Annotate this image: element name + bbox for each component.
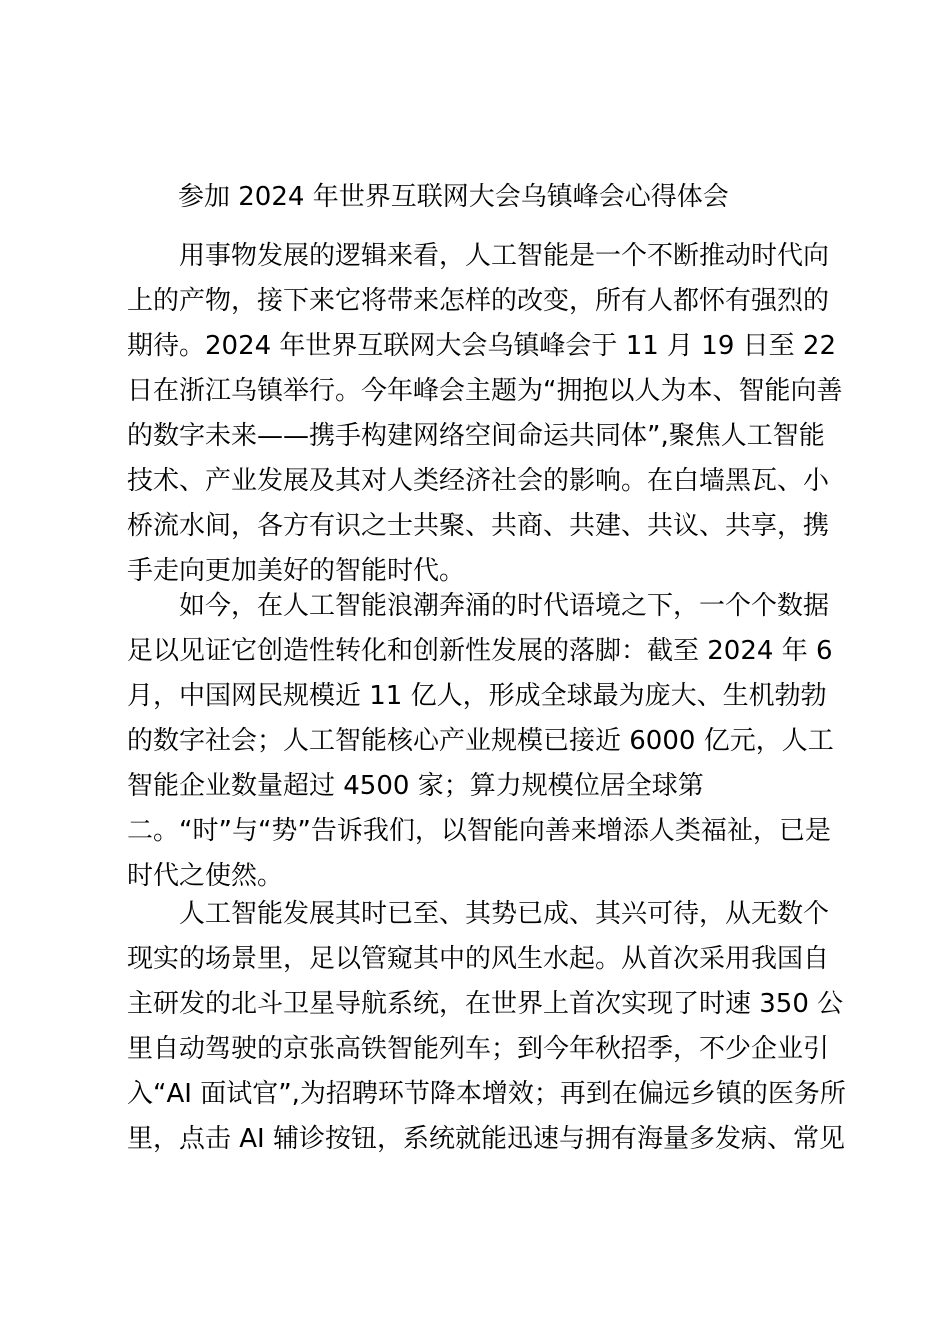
paragraph-2 <box>127 584 837 899</box>
paragraph-line: 二。“时”与“势”告诉我们，以智能向善来增添人类福祉，已是 <box>127 816 831 846</box>
paragraph-3 <box>127 892 846 1162</box>
paragraph-line: 现实的场景里，足以管窥其中的风生水起。从首次采用我国自 <box>127 944 830 974</box>
document-title: 参加 2024 年世界互联网大会乌镇峰会心得体会 <box>178 182 729 212</box>
paragraph-line: 月，中国网民规模近 11 亿人，形成全球最为庞大、生机勃勃 <box>127 681 827 711</box>
paragraph-line: 里自动驾驶的京张高铁智能列车；到今年秋招季，不少企业引 <box>127 1034 830 1064</box>
paragraph-line: 如今，在人工智能浪潮奔涌的时代语境之下，一个个数据 <box>179 591 830 621</box>
paragraph-line: 时代之使然。 <box>127 861 284 891</box>
paragraph-line: 手走向更加美好的智能时代。 <box>127 556 466 586</box>
paragraph-line: 桥流水间，各方有识之士共聚、共商、共建、共议、共享，携 <box>127 511 830 541</box>
paragraph-line: 技术、产业发展及其对人类经济社会的影响。在白墙黑瓦、小 <box>127 466 830 496</box>
paragraph-line: 期待。2024 年世界互联网大会乌镇峰会于 11 月 19 日至 22 <box>127 331 837 361</box>
paragraph-line: 的数字社会；人工智能核心产业规模已接近 6000 亿元，人工 <box>127 726 834 756</box>
paragraph-1 <box>127 234 843 594</box>
paragraph-line: 足以见证它创造性转化和创新性发展的落脚：截至 2024 年 6 <box>127 636 833 666</box>
paragraph-line: 日在浙江乌镇举行。今年峰会主题为“拥抱以人为本、智能向善 <box>127 376 843 406</box>
paragraph-line: 主研发的北斗卫星导航系统，在世界上首次实现了时速 350 公 <box>127 989 844 1019</box>
paragraph-line: 用事物发展的逻辑来看，人工智能是一个不断推动时代向 <box>179 241 830 271</box>
paragraph-line: 里，点击 AI 辅诊按钮，系统就能迅速与拥有海量多发病、常见 <box>127 1124 845 1154</box>
paragraph-line: 入“AI 面试官”,为招聘环节降本增效；再到在偏远乡镇的医务所 <box>127 1079 846 1109</box>
paragraph-line: 智能企业数量超过 4500 家；算力规模位居全球第 <box>127 771 704 801</box>
paragraph-line: 上的产物，接下来它将带来怎样的改变，所有人都怀有强烈的 <box>127 286 830 316</box>
paragraph-line: 人工智能发展其时已至、其势已成、其兴可待，从无数个 <box>179 899 830 929</box>
paragraph-line: 的数字未来——携手构建网络空间命运共同体”,聚焦人工智能 <box>127 421 825 451</box>
